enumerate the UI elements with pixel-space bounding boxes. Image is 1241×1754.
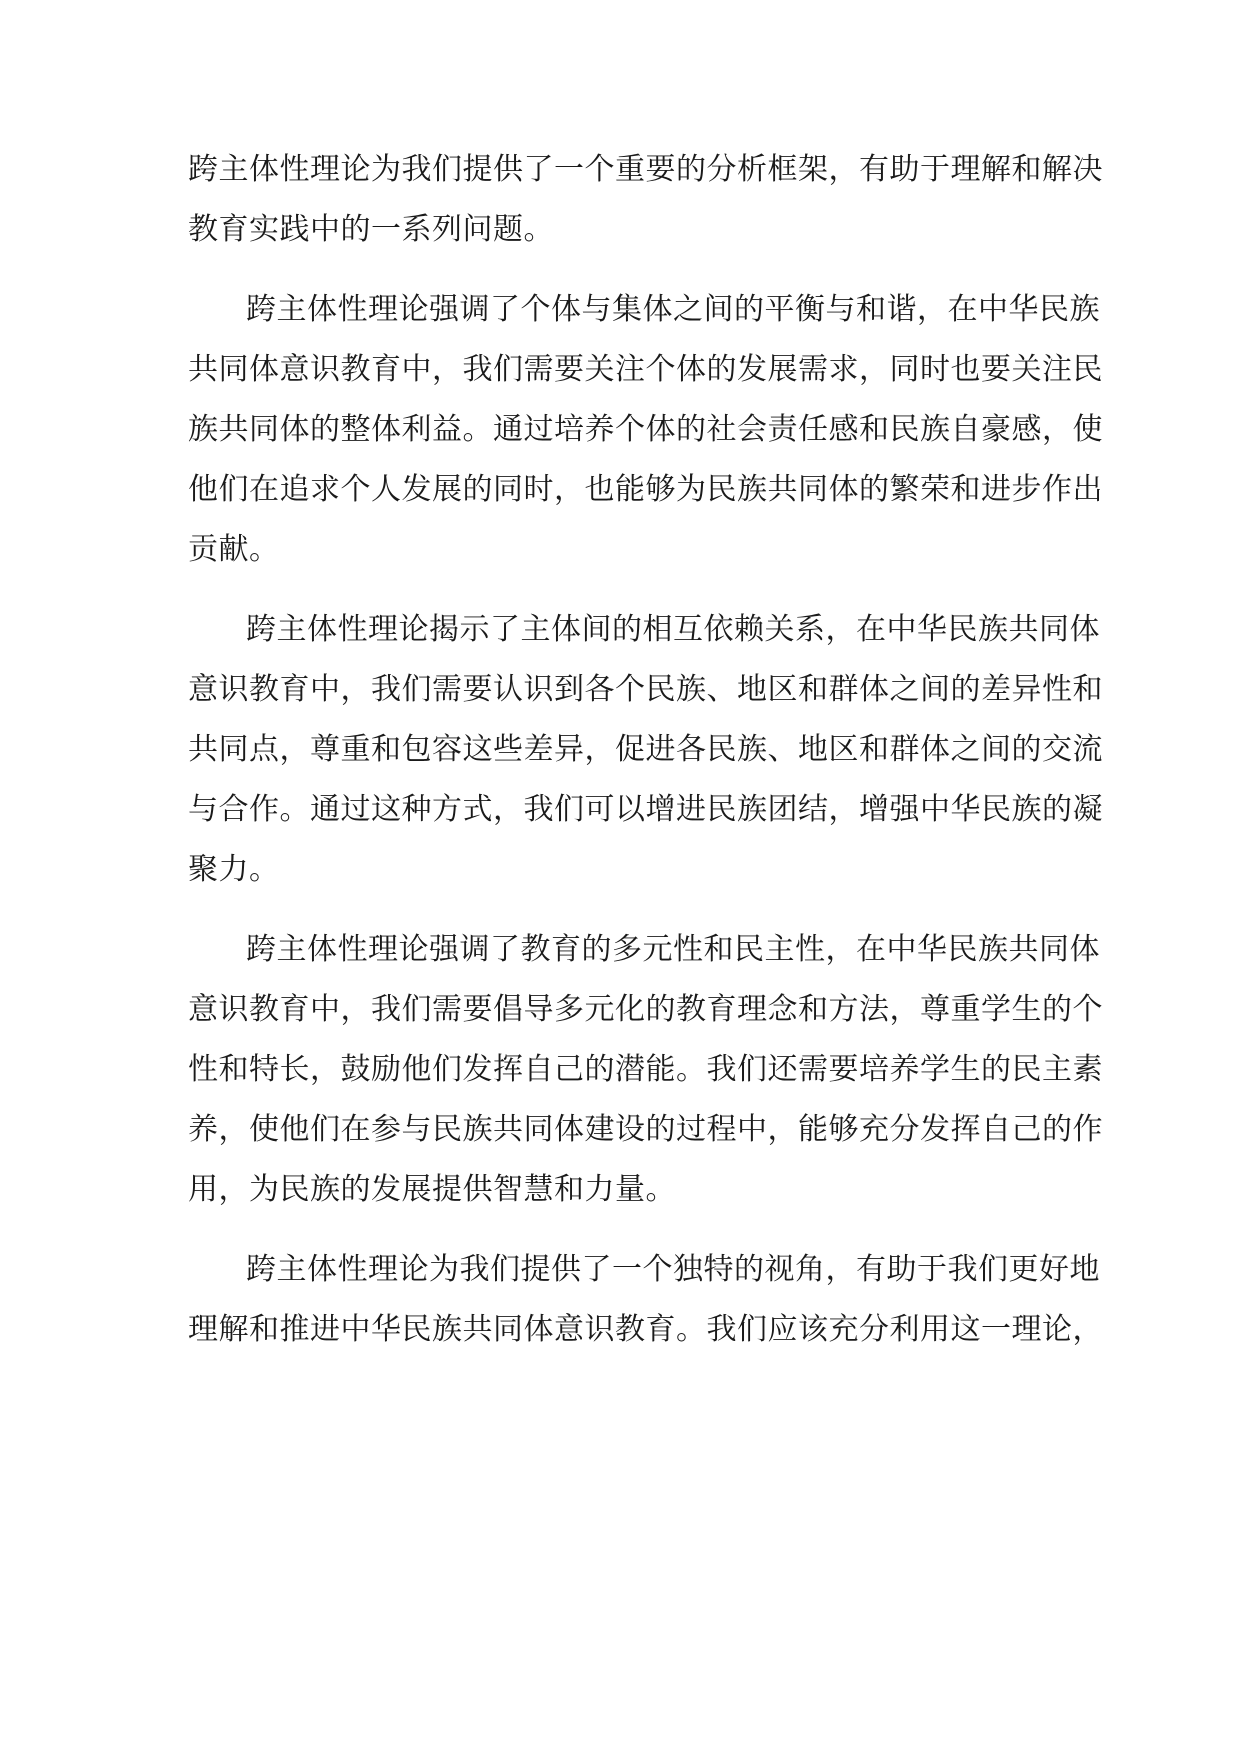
paragraph-1-line-1: 跨主体性理论为我们提供了一个重要的分析框架，有助于理解和解决	[188, 152, 1103, 187]
paragraph-4-line-5: 用，为民族的发展提供智慧和力量。	[188, 1172, 676, 1207]
paragraph-2-line-5: 贡献。	[188, 532, 280, 567]
paragraph-3-line-4: 与合作。通过这种方式，我们可以增进民族团结，增强中华民族的凝	[188, 792, 1103, 827]
paragraph-3-line-3: 共同点，尊重和包容这些差异，促进各民族、地区和群体之间的交流	[188, 732, 1103, 767]
paragraph-3-line-1: 跨主体性理论揭示了主体间的相互依赖关系，在中华民族共同体	[246, 612, 1100, 647]
paragraph-1-line-2: 教育实践中的一系列问题。	[188, 212, 554, 247]
paragraph-4-line-2: 意识教育中，我们需要倡导多元化的教育理念和方法，尊重学生的个	[188, 992, 1103, 1027]
paragraph-2-line-2: 共同体意识教育中，我们需要关注个体的发展需求，同时也要关注民	[188, 352, 1103, 387]
paragraph-2-line-1: 跨主体性理论强调了个体与集体之间的平衡与和谐，在中华民族	[246, 292, 1100, 327]
document-body	[188, 140, 1103, 1360]
paragraph-2-line-4: 他们在追求个人发展的同时，也能够为民族共同体的繁荣和进步作出	[188, 472, 1103, 507]
paragraph-3-line-2: 意识教育中，我们需要认识到各个民族、地区和群体之间的差异性和	[188, 672, 1103, 707]
paragraph-5-line-1: 跨主体性理论为我们提供了一个独特的视角，有助于我们更好地	[246, 1252, 1100, 1287]
paragraph-4-line-4: 养，使他们在参与民族共同体建设的过程中，能够充分发挥自己的作	[188, 1112, 1103, 1147]
paragraph-3-line-5: 聚力。	[188, 852, 280, 887]
paragraph-4-line-1: 跨主体性理论强调了教育的多元性和民主性，在中华民族共同体	[246, 932, 1100, 967]
paragraph-4-line-3: 性和特长，鼓励他们发挥自己的潜能。我们还需要培养学生的民主素	[188, 1052, 1103, 1087]
paragraph-5-line-2: 理解和推进中华民族共同体意识教育。我们应该充分利用这一理论，	[188, 1312, 1103, 1347]
paragraph-2-line-3: 族共同体的整体利益。通过培养个体的社会责任感和民族自豪感，使	[188, 412, 1103, 447]
